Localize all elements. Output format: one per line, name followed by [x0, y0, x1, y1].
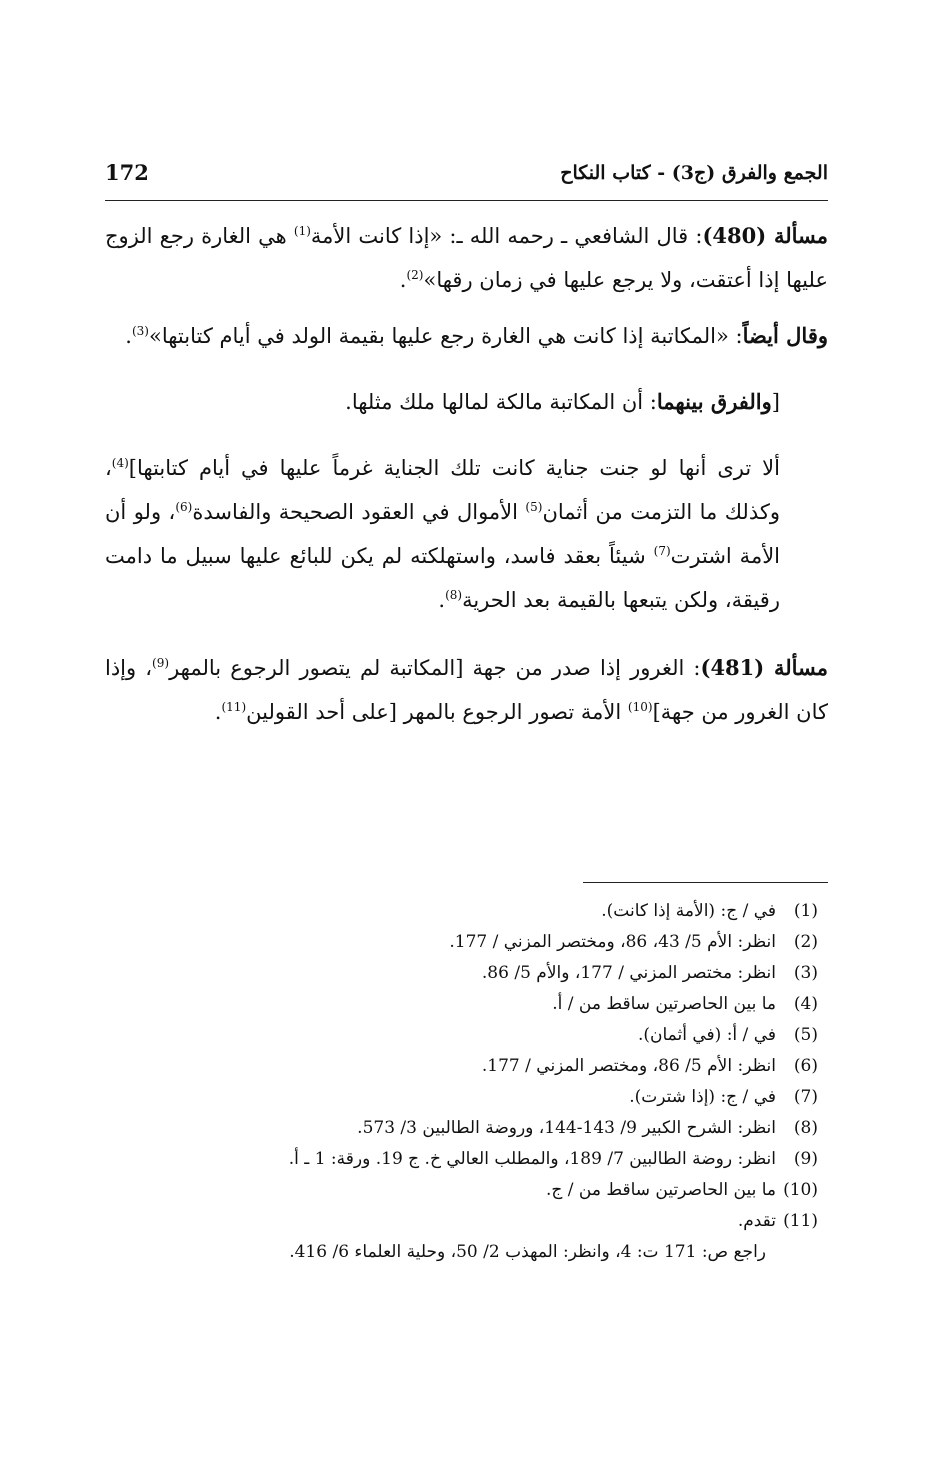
footnote-number: (2) — [793, 932, 818, 952]
footnote-continuation: راجع ص: 171 ت: 4، وانظر: المهذب 2/ 50، وحلية العلماء 6/ 416. — [289, 1242, 766, 1262]
footnote-ref[interactable]: (5) — [525, 500, 543, 514]
also-label: وقال أيضاً — [742, 323, 828, 348]
footnote-ref[interactable]: (3) — [131, 324, 149, 338]
footnote-text: ما بين الحاصرتين ساقط من / ج. — [545, 1180, 776, 1200]
footnote-ref[interactable]: (10) — [627, 700, 653, 714]
footnote-number: (10) — [783, 1180, 818, 1200]
footnote-text: انظر: روضة الطالبين 7/ 189، والمطلب العالي خ. ج 19. ورقة: 1 ـ أ. — [288, 1149, 776, 1169]
footnote-item — [150, 1082, 818, 1113]
explanation-paragraph: ألا ترى أنها لو جنت جناية كانت تلك الجناية غرماً عليها في أيام كتابتها]$^{(4)}$، وكذلك ما التزمت من أثمان$^{(5)}$ الأموال في العقود الصحيحة والفاسدة$^{(6)}$، ولو أن الأمة اشترت$^{(7)}$ شيئاً بعقد فاسد، واستهلكته لم يكن للبائع عليها سبيل ما دامت رقيقة، ولكن يتبعها بالقيمة بعد الحرية$^{(8)}$. — [105, 456, 780, 612]
footnote-text: ما بين الحاصرتين ساقط من / أ. — [552, 994, 776, 1014]
footnote-ref[interactable]: (6) — [175, 500, 193, 514]
footnote-ref[interactable]: (11) — [221, 700, 247, 714]
footnote-number: (7) — [793, 1087, 818, 1107]
issue-481: مسألة (481): الغرور إذا صدر من جهة [المكاتبة لم يتصور الرجوع بالمهر$^{(9)}$، وإذا كان الغرور من جهة]$^{(10)}$ الأمة تصور الرجوع بالمهر [على أحد القولين$^{(11)}$. — [105, 655, 828, 724]
footnote-ref[interactable]: (8) — [445, 588, 463, 602]
footnote-number: (11) — [783, 1211, 818, 1231]
also-paragraph: وقال أيضاً: «المكاتبة إذا كانت هي الغارة رجع عليها بقيمة الولد في أيام كتابتها»$^{(3)}$. — [125, 323, 828, 348]
running-header — [105, 160, 828, 201]
page-number: 172 — [105, 160, 149, 185]
footnote-number: (3) — [793, 963, 818, 983]
footnote-number: (6) — [793, 1056, 818, 1076]
footnote-number: (9) — [793, 1149, 818, 1169]
footnote-ref[interactable]: (7) — [653, 544, 671, 558]
footnote-item — [150, 1113, 818, 1144]
difference-label: والفرق بينهما — [656, 389, 772, 414]
footnote-item — [150, 1206, 818, 1237]
footnote-item — [150, 1051, 818, 1082]
footnote-text: انظر: الأم 5/ 86، ومختصر المزني / 177. — [481, 1056, 776, 1076]
issue-480: مسألة (480): قال الشافعي ـ رحمه الله ـ: «إذا كانت الأمة$^{(1)}$ هي الغارة رجع الزوج عليها إذا أعتقت، ولا يرجع عليها في زمان رقها»$^{(2)}$. — [105, 223, 828, 292]
difference-paragraph: [والفرق بينهما: أن المكاتبة مالكة لمالها ملك مثلها. — [345, 389, 780, 414]
footnotes — [150, 896, 818, 1268]
footnote-item — [150, 1020, 818, 1051]
footnote-text: تقدم. — [737, 1211, 776, 1231]
footnote-item — [150, 989, 818, 1020]
footnote-text: في / أ: (في أثمان). — [637, 1025, 776, 1045]
footnote-text: انظر: الشرح الكبير 9/ 143-144، وروضة الطالبين 3/ 573. — [357, 1118, 776, 1138]
footnote-item — [150, 1144, 818, 1175]
footnote-item — [150, 896, 818, 927]
footnote-number: (1) — [793, 901, 818, 921]
footnote-ref[interactable]: (2) — [406, 268, 424, 282]
issue-label: مسألة (480) — [702, 223, 828, 248]
footnote-number: (4) — [793, 994, 818, 1014]
footnote-ref[interactable]: (1) — [293, 224, 311, 238]
footnote-text: في / ج: (الأمة إذا كانت). — [601, 901, 776, 921]
footnote-text: انظر: مختصر المزني / 177، والأم 5/ 86. — [481, 963, 776, 983]
footnote-number: (5) — [793, 1025, 818, 1045]
footnote-ref[interactable]: (9) — [152, 656, 170, 670]
footnote-text: في / ج: (إذا شترت). — [629, 1087, 776, 1107]
footnote-separator — [583, 882, 828, 883]
footnote-ref[interactable]: (4) — [111, 456, 129, 470]
footnote-item — [150, 958, 818, 989]
footnote-text: انظر: الأم 5/ 43، 86، ومختصر المزني / 177. — [449, 932, 776, 952]
main-text — [105, 214, 828, 734]
footnote-number: (8) — [793, 1118, 818, 1138]
footnote-item — [150, 927, 818, 958]
issue-label: مسألة (481) — [700, 655, 828, 680]
header-title: الجمع والفرق (ج3) - كتاب النكاح — [560, 162, 828, 184]
footnote-item — [150, 1175, 818, 1206]
